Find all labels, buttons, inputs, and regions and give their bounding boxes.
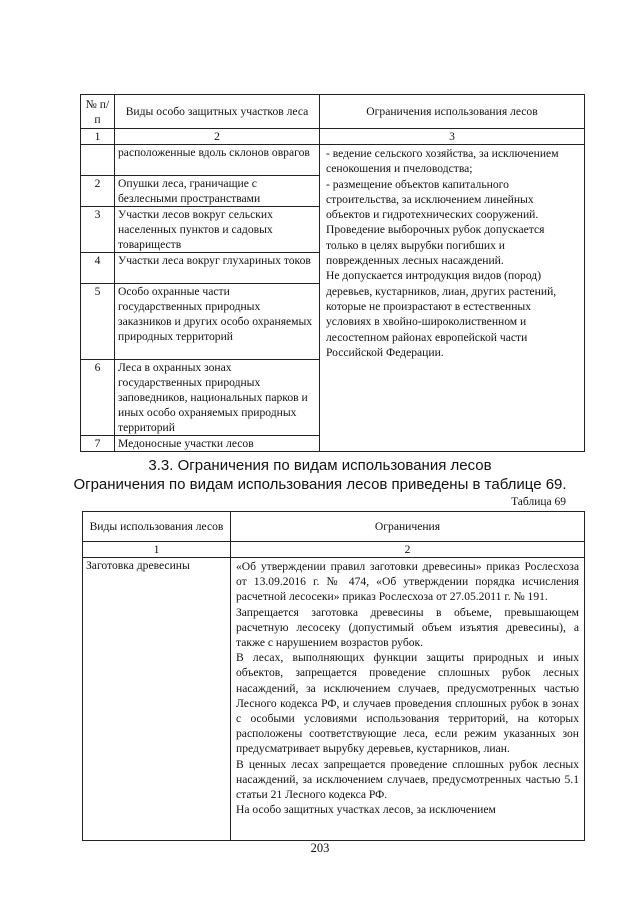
usage-restrictions-table — [82, 511, 585, 841]
restrictions-cell — [320, 145, 585, 452]
restriction-paragraph: Запрещается заготовка древесины в объеме, превышающем расчетную лесосеку (допустимый объем изъятия древесины), а также с нарушением возрастов рубок. — [236, 605, 579, 650]
restriction-paragraph: На особо защитных участках лесов, за исключением — [236, 803, 496, 817]
restriction-paragraph: «Об утверждении правил заготовки древесины» приказ Рослесхоза от 13.09.2016 г. № 474, «Об утверждении порядка исчисления расчетной лесосеки» приказ Рослесхоза от 27.05.2011 г. № 191. — [236, 560, 579, 604]
header-restrictions: Ограничения использования лесов — [320, 95, 585, 129]
section-subtitle: Ограничения по видам использования лесов приведены в таблице 69. — [73, 476, 567, 493]
row-site-type: Участки лесов вокруг сельских населенных пунктов и садовых товариществ — [115, 207, 320, 253]
row-usage-type: Заготовка древесины — [83, 558, 231, 841]
row-number: 3 — [81, 207, 115, 253]
header-site-type: Виды особо защитных участков леса — [115, 95, 320, 129]
col-number: 1 — [83, 542, 231, 558]
row-site-type: Участки леса вокруг глухариных токов — [115, 253, 320, 284]
restriction-paragraph: В ценных лесах запрещается проведение сплошных рубок лесных насаждений, за исключением случаев, предусмотренных частью 5.1 статьи 21 Лесного кодекса РФ. — [236, 757, 579, 802]
row-site-type: Опушки леса, граничащие с безлесными пространствами — [115, 176, 320, 207]
restriction-paragraph: Не допускается интродукция видов (пород) деревьев, кустарников, лиан, других растений, которые не произрастают в естественных условиях в хвойно-широколиственном и лесостепном районах европейской части Российской Федерации. — [326, 269, 557, 359]
restrictions-body — [231, 558, 585, 841]
restriction-paragraph: Проведение выборочных рубок допускается только в целях вырубки погибших и поврежденных лесных насаждений. — [326, 223, 545, 268]
table-row — [83, 558, 585, 841]
header-usage-type: Виды использования лесов — [83, 512, 231, 542]
row-site-type: Особо охранные части государственных природных заказников и других особо охраняемых природных территорий — [115, 284, 320, 360]
row-number — [81, 145, 115, 176]
col-number: 3 — [320, 129, 585, 145]
restriction-paragraph: В лесах, выполняющих функции защиты природных и иных объектов, запрещается проведение сплошных рубок лесных насаждений, за исключением случаев, предусмотренных частью Лесного кодекса РФ, и случаев проведения сплошных рубок в зонах с особыми условиями использования территорий, на которых расположены соответствующие леса, если режим указанных зон предусматривает вырубку деревьев, кустарников, лиан. — [236, 651, 579, 756]
header-restrictions: Ограничения — [231, 512, 585, 542]
table-row — [81, 145, 585, 176]
section-title: 3.3. Ограничения по видам использования лесов — [148, 457, 492, 474]
table-caption: Таблица 69 — [511, 496, 566, 508]
col-number: 2 — [231, 542, 585, 558]
row-number: 2 — [81, 176, 115, 207]
row-number: 4 — [81, 253, 115, 284]
restriction-paragraph: - размещение объектов капитального строительства, за исключением линейных объектов и гидротехнических сооружений. — [326, 177, 539, 222]
row-site-type: Медоносные участки лесов — [115, 436, 320, 452]
page-number: 203 — [310, 841, 330, 855]
row-number: 5 — [81, 284, 115, 360]
row-site-type: расположенные вдоль склонов оврагов — [115, 145, 320, 176]
restriction-paragraph: - ведение сельского хозяйства, за исключением сенокошения и пчеловодства; — [326, 147, 559, 176]
header-num: № п/п — [81, 95, 115, 129]
col-number: 2 — [115, 129, 320, 145]
row-site-type: Леса в охранных зонах государственных природных заповедников, национальных парков и иных особо охраняемых природных территорий — [115, 360, 320, 436]
row-number: 7 — [81, 436, 115, 452]
row-number: 6 — [81, 360, 115, 436]
col-number: 1 — [81, 129, 115, 145]
protective-sites-table — [80, 94, 585, 452]
